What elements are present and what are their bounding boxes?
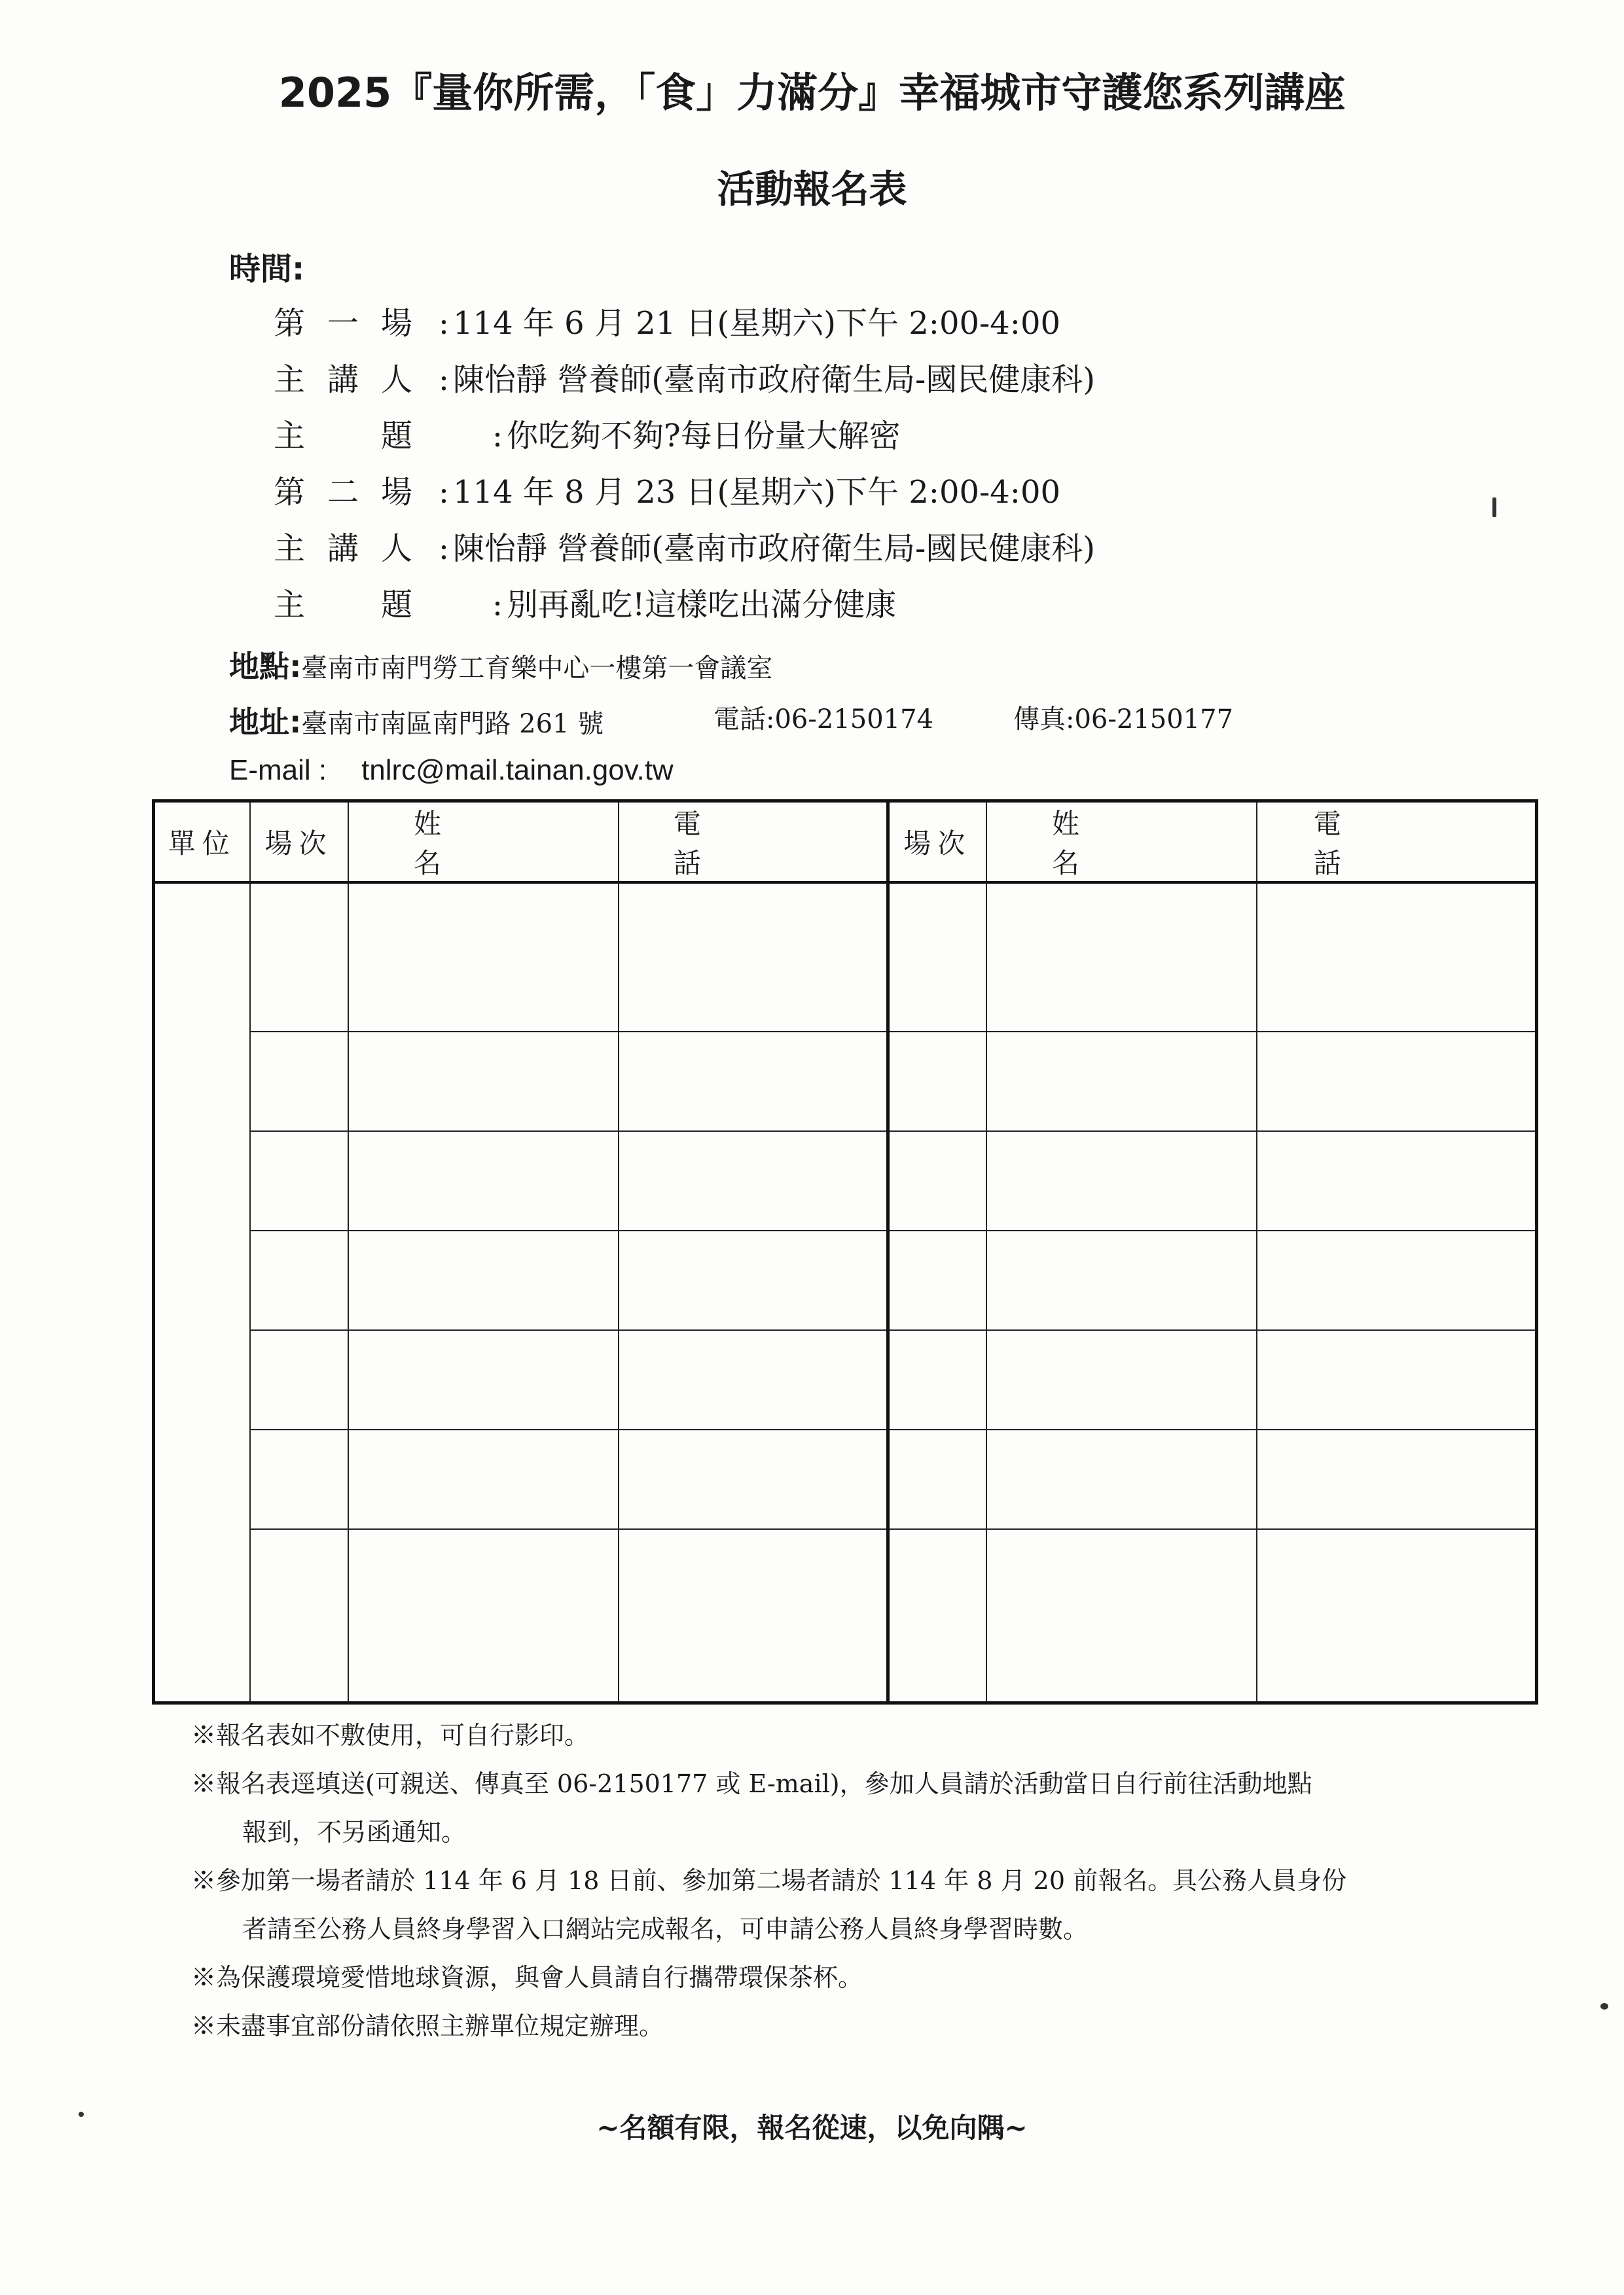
session1-topic-label: 主題 xyxy=(274,418,489,454)
session2-date: 114 年 8 月 23 日(星期六)下午 2:00-4:00 xyxy=(453,474,1061,511)
note-3-cont: 者請至公務人員終身學習入口網站完成報名，可申請公務人員終身學習時數。 xyxy=(242,1915,1089,1943)
session-cell[interactable] xyxy=(250,1231,348,1330)
phone-cell[interactable] xyxy=(619,1529,888,1703)
header-phone-1: 電話 xyxy=(619,801,888,883)
name-cell[interactable] xyxy=(986,1032,1257,1131)
session1-topic: 你吃夠不夠?每日份量大解密 xyxy=(507,418,901,454)
table-header-row xyxy=(154,801,1537,883)
session2-speaker-row: 主講人 : 陳怡靜 營養師(臺南市政府衛生局-國民健康科) xyxy=(274,523,1095,568)
unit-cell[interactable] xyxy=(154,882,250,1703)
email-address: tnlrc@mail.tainan.gov.tw xyxy=(361,754,674,786)
footer-slogan: ~名額有限，報名從速，以免向隅~ xyxy=(596,2112,1028,2144)
name-cell[interactable] xyxy=(348,1330,619,1430)
note-5: ※未盡事宜部份請依照主辦單位規定辦理。 xyxy=(191,2012,664,2040)
name-cell[interactable] xyxy=(348,1231,619,1330)
note-2-cont: 報到，不另函通知。 xyxy=(242,1818,467,1847)
table-row xyxy=(154,1131,1537,1231)
table-row xyxy=(154,1231,1537,1330)
session2-topic: 別再亂吃!這樣吃出滿分健康 xyxy=(507,587,897,623)
phone-cell[interactable] xyxy=(1257,882,1537,1032)
header-name-2: 姓名 xyxy=(986,801,1257,883)
session-cell[interactable] xyxy=(250,1529,348,1703)
header-phone-2: 電話 xyxy=(1257,801,1537,883)
name-cell[interactable] xyxy=(986,882,1257,1032)
header-unit: 單位 xyxy=(154,801,250,883)
place-label: 地點: xyxy=(229,649,302,684)
address-label: 地址: xyxy=(229,704,302,740)
session2-speaker: 陳怡靜 營養師(臺南市政府衛生局-國民健康科) xyxy=(453,530,1095,567)
address-row xyxy=(229,698,604,742)
form-title: 活動報名表 xyxy=(717,167,907,211)
session2-topic-label: 主題 xyxy=(274,587,489,623)
name-cell[interactable] xyxy=(986,1529,1257,1703)
name-cell[interactable] xyxy=(986,1131,1257,1231)
table-row xyxy=(154,1529,1537,1703)
header-session-2: 場次 xyxy=(888,801,986,883)
name-cell[interactable] xyxy=(348,1032,619,1131)
phone-cell[interactable] xyxy=(619,1231,888,1330)
name-cell[interactable] xyxy=(348,1430,619,1529)
name-cell[interactable] xyxy=(986,1231,1257,1330)
session2-label: 第二場 xyxy=(274,474,435,511)
note-1: ※報名表如不敷使用，可自行影印。 xyxy=(191,1721,590,1750)
phone: 電話:06-2150174 xyxy=(713,704,934,734)
session-cell[interactable] xyxy=(888,1330,986,1430)
name-cell[interactable] xyxy=(348,1529,619,1703)
table-row xyxy=(154,1032,1537,1131)
phone-cell[interactable] xyxy=(1257,1430,1537,1529)
session1-speaker-row: 主講人 : 陳怡靜 營養師(臺南市政府衛生局-國民健康科) xyxy=(274,354,1095,399)
session1-label: 第一場 xyxy=(274,305,435,342)
note-2: ※報名表逕填送(可親送、傳真至 06-2150177 或 E-mail)，參加人員請於活動當日自行前往活動地點 xyxy=(191,1769,1312,1798)
phone-cell[interactable] xyxy=(1257,1131,1537,1231)
name-cell[interactable] xyxy=(348,1131,619,1231)
name-cell[interactable] xyxy=(986,1430,1257,1529)
scan-speck xyxy=(1492,497,1496,517)
session-cell[interactable] xyxy=(888,1430,986,1529)
table-row xyxy=(154,1430,1537,1529)
scan-speck xyxy=(79,2112,84,2117)
header-session-1: 場次 xyxy=(250,801,348,883)
registration-table xyxy=(152,799,1538,1705)
session2-speaker-label: 主講人 xyxy=(274,530,435,567)
phone-cell[interactable] xyxy=(619,882,888,1032)
address: 臺南市南區南門路 261 號 xyxy=(301,709,604,739)
email-label: E-mail : xyxy=(229,754,327,786)
phone-cell[interactable] xyxy=(1257,1032,1537,1131)
session-cell[interactable] xyxy=(250,1330,348,1430)
session1-date-row: 第一場 : 114 年 6 月 21 日(星期六)下午 2:00-4:00 xyxy=(274,298,1060,343)
session2-topic-row: 主題 : 別再亂吃!這樣吃出滿分健康 xyxy=(274,579,896,624)
phone-cell[interactable] xyxy=(1257,1529,1537,1703)
session-cell[interactable] xyxy=(888,882,986,1032)
phone-cell[interactable] xyxy=(619,1330,888,1430)
name-cell[interactable] xyxy=(348,882,619,1032)
phone-cell[interactable] xyxy=(619,1032,888,1131)
name-cell[interactable] xyxy=(986,1330,1257,1430)
session-cell[interactable] xyxy=(250,1032,348,1131)
main-title: 2025『量你所需，「食」力滿分』幸福城市守護您系列講座 xyxy=(278,69,1346,117)
scan-speck xyxy=(1600,2003,1608,2010)
session2-date-row: 第二場 : 114 年 8 月 23 日(星期六)下午 2:00-4:00 xyxy=(274,467,1060,512)
phone-cell[interactable] xyxy=(619,1430,888,1529)
session-cell[interactable] xyxy=(888,1131,986,1231)
session-cell[interactable] xyxy=(250,1430,348,1529)
note-3: ※參加第一場者請於 114 年 6 月 18 日前、參加第二場者請於 114 年 8 月 20 前報名。具公務人員身份 xyxy=(191,1866,1347,1895)
fax: 傳真:06-2150177 xyxy=(1013,704,1234,734)
session1-date: 114 年 6 月 21 日(星期六)下午 2:00-4:00 xyxy=(453,305,1061,342)
time-label: 時間: xyxy=(229,251,305,287)
phone-cell[interactable] xyxy=(1257,1231,1537,1330)
place: 臺南市南門勞工育樂中心一樓第一會議室 xyxy=(301,653,773,683)
phone-cell[interactable] xyxy=(619,1131,888,1231)
session1-topic-row: 主題 : 你吃夠不夠?每日份量大解密 xyxy=(274,410,901,456)
place-row xyxy=(229,643,772,686)
phone-cell[interactable] xyxy=(1257,1330,1537,1430)
note-4: ※為保護環境愛惜地球資源，與會人員請自行攜帶環保茶杯。 xyxy=(191,1963,863,1992)
header-name-1: 姓名 xyxy=(348,801,619,883)
table-row xyxy=(154,1330,1537,1430)
session1-speaker-label: 主講人 xyxy=(274,361,435,398)
session-cell[interactable] xyxy=(888,1529,986,1703)
table-row xyxy=(154,882,1537,1032)
session-cell[interactable] xyxy=(888,1231,986,1330)
session1-speaker: 陳怡靜 營養師(臺南市政府衛生局-國民健康科) xyxy=(453,361,1095,398)
session-cell[interactable] xyxy=(250,882,348,1032)
session-cell[interactable] xyxy=(888,1032,986,1131)
session-cell[interactable] xyxy=(250,1131,348,1231)
